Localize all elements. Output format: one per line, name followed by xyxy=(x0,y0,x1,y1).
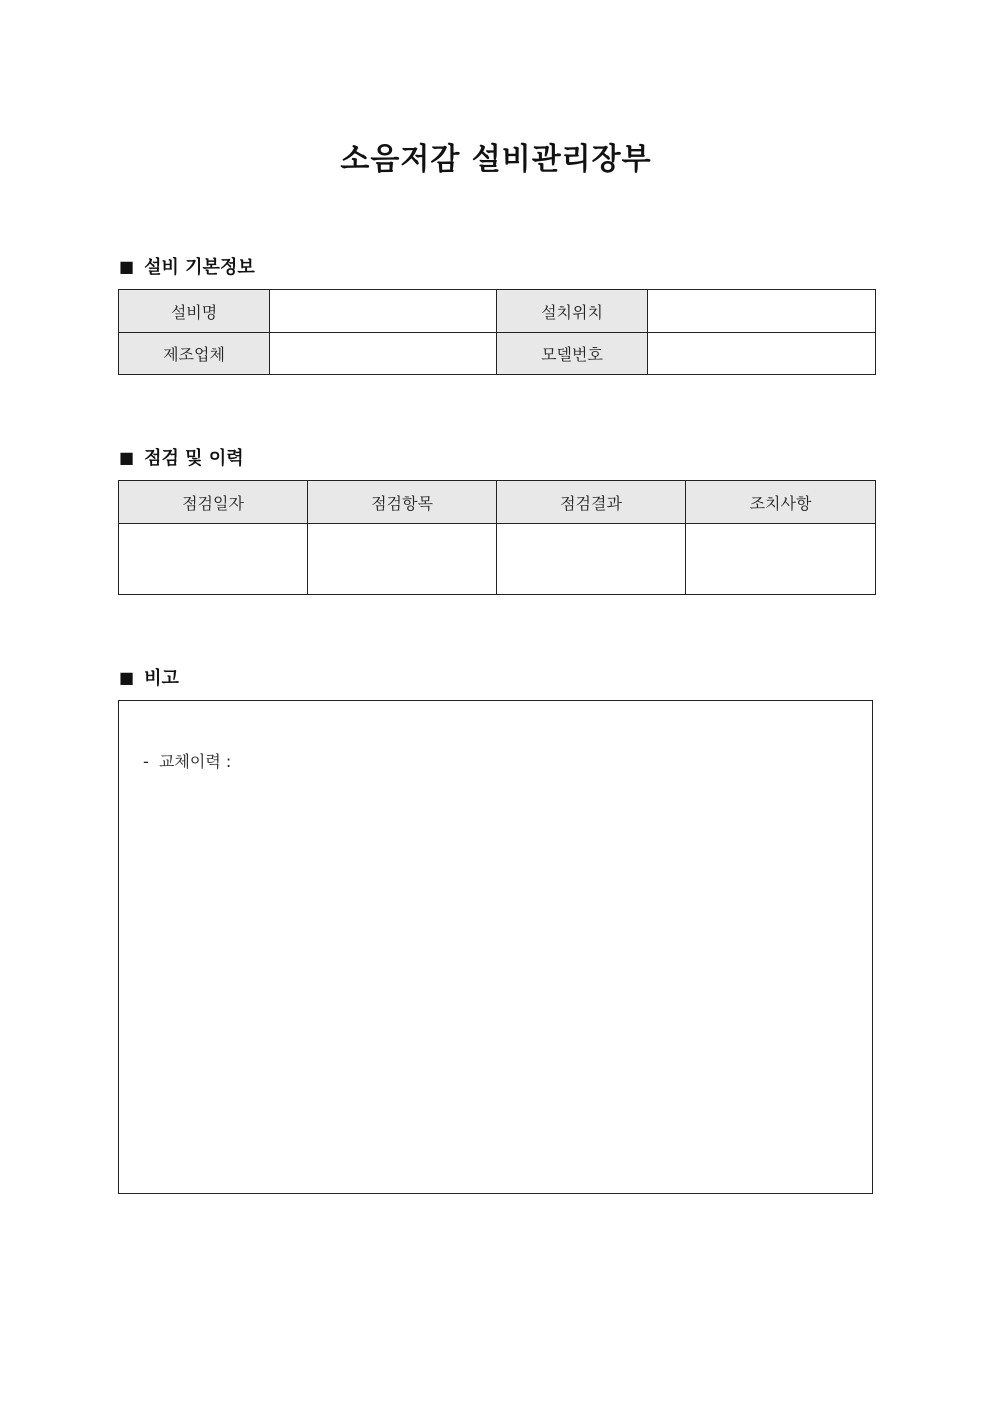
model-number-field[interactable] xyxy=(648,333,876,375)
basic-info-table xyxy=(118,289,876,375)
basic-info-heading-label: 설비 기본정보 xyxy=(144,257,255,278)
remarks-heading xyxy=(119,664,179,690)
inspection-result-cell[interactable] xyxy=(497,524,686,595)
equipment-name-field[interactable] xyxy=(270,290,497,333)
remarks-heading-label: 비고 xyxy=(144,668,179,689)
column-header-inspection-item: 점검항목 xyxy=(308,481,497,524)
column-header-action-taken: 조치사항 xyxy=(686,481,876,524)
action-taken-cell[interactable] xyxy=(686,524,876,595)
square-bullet-icon: ■ xyxy=(119,667,135,687)
column-header-inspection-date: 점검일자 xyxy=(119,481,308,524)
square-bullet-icon: ■ xyxy=(119,447,135,467)
inspection-date-cell[interactable] xyxy=(119,524,308,595)
install-location-label: 설치위치 xyxy=(497,290,648,333)
table-row xyxy=(119,524,876,595)
column-header-inspection-result: 점검결과 xyxy=(497,481,686,524)
inspection-heading xyxy=(119,444,244,470)
table-row xyxy=(119,290,876,333)
table-header-row xyxy=(119,481,876,524)
square-bullet-icon: ■ xyxy=(119,256,135,276)
equipment-name-label: 설비명 xyxy=(119,290,270,333)
document-title: 소음저감 설비관리장부 xyxy=(340,142,652,177)
inspection-table xyxy=(118,480,876,595)
model-number-label: 모델번호 xyxy=(497,333,648,375)
install-location-field[interactable] xyxy=(648,290,876,333)
manufacturer-field[interactable] xyxy=(270,333,497,375)
basic-info-heading xyxy=(119,253,255,279)
table-row xyxy=(119,333,876,375)
manufacturer-label: 제조업체 xyxy=(119,333,270,375)
remarks-box[interactable] xyxy=(118,700,873,1194)
inspection-heading-label: 점검 및 이력 xyxy=(144,448,244,469)
inspection-item-cell[interactable] xyxy=(308,524,497,595)
replacement-history-line: - 교체이력 : xyxy=(143,752,232,771)
